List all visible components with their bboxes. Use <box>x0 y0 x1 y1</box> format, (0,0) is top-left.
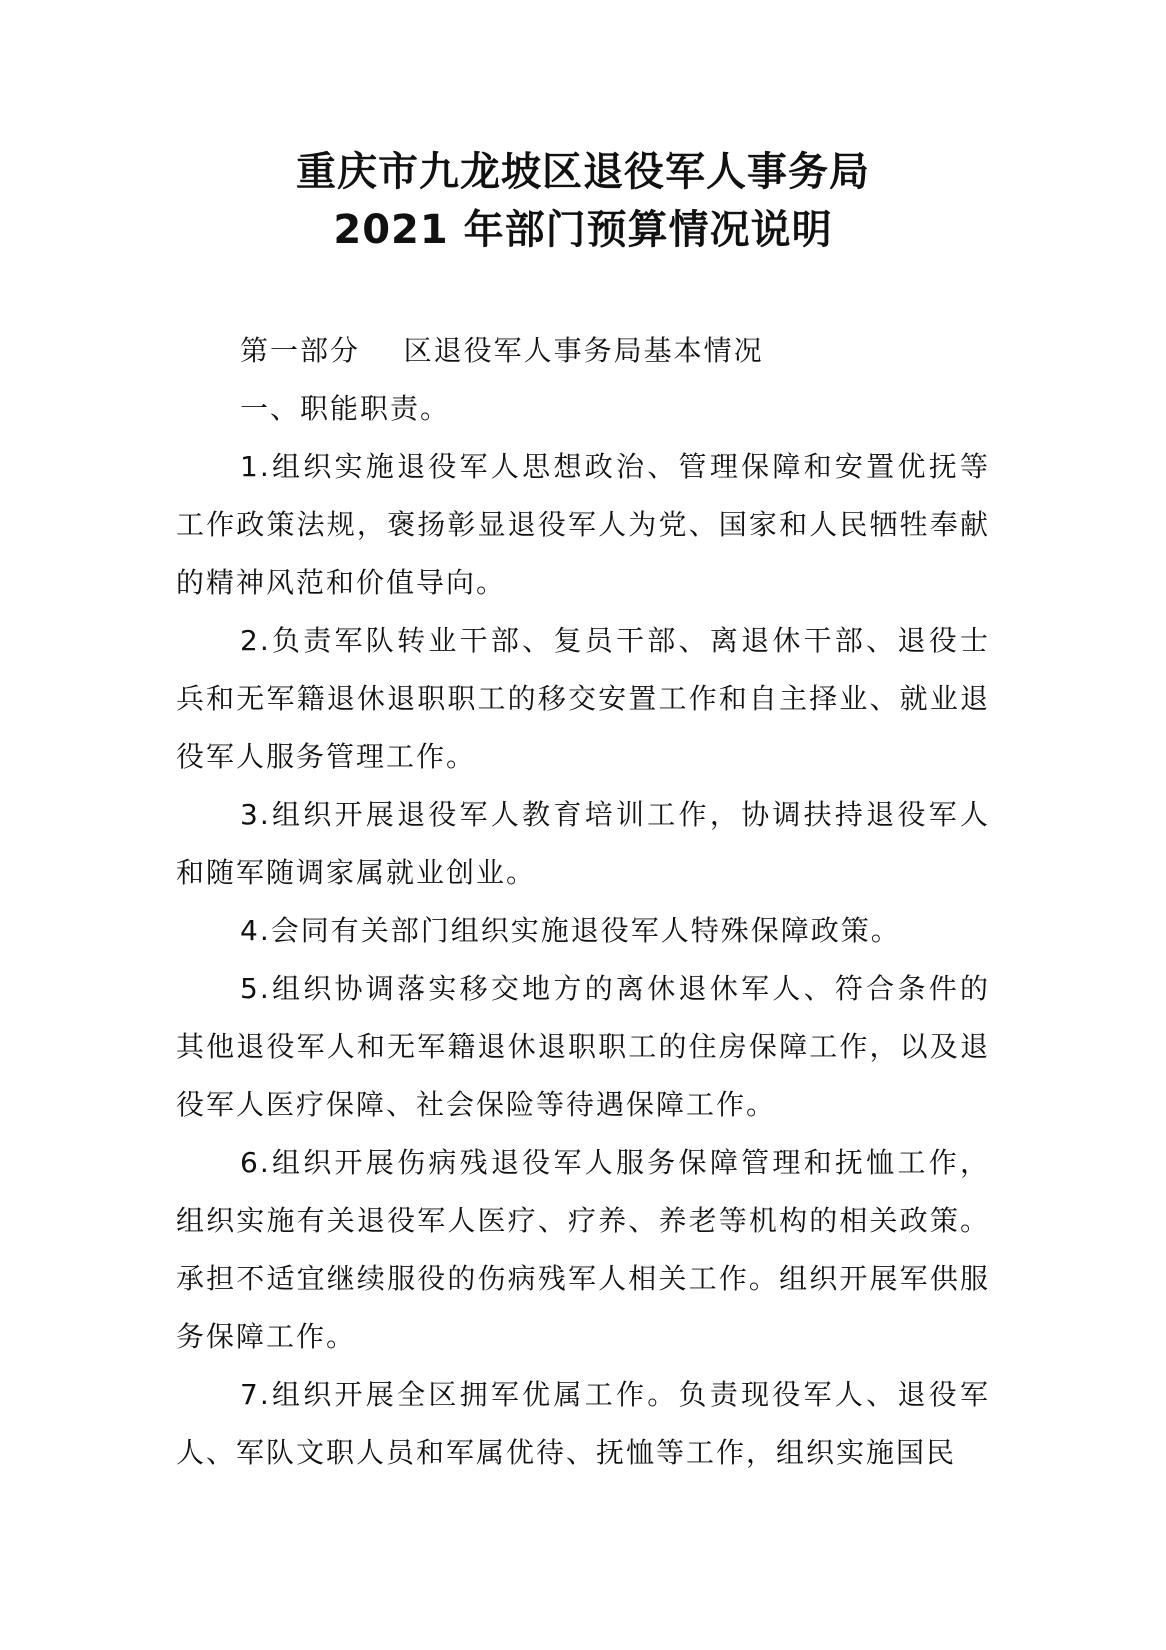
paragraph-2: 2.负责军队转业干部、复员干部、离退休干部、退役士兵和无军籍退休退职职工的移交安置工作和自主择业、就业退役军人服务管理工作。 <box>176 624 990 773</box>
paragraph-6: 6.组织开展伤病残退役军人服务保障管理和抚恤工作，组织实施有关退役军人医疗、疗养、养老等机构的相关政策。承担不适宜继续服役的伤病残军人相关工作。组织开展军供服务保障工作。 <box>176 1146 990 1353</box>
section-heading: 第一部分 区退役军人事务局基本情况 <box>240 334 764 367</box>
document-body <box>176 322 990 1482</box>
paragraph-7: 7.组织开展全区拥军优属工作。负责现役军人、退役军人、军队文职人员和军属优待、抚恤等工作，组织实施国民 <box>176 1378 990 1469</box>
paragraph-5: 5.组织协调落实移交地方的离休退休军人、符合条件的其他退役军人和无军籍退休退职职工的住房保障工作，以及退役军人医疗保障、社会保险等待遇保障工作。 <box>176 972 990 1121</box>
paragraph-1: 1.组织实施退役军人思想政治、管理保障和安置优抚等工作政策法规，褒扬彰显退役军人为党、国家和人民牺牲奉献的精神风范和价值导向。 <box>176 450 990 599</box>
subheading: 一、职能职责。 <box>240 392 451 425</box>
paragraph-3: 3.组织开展退役军人教育培训工作，协调扶持退役军人和随军随调家属就业创业。 <box>176 798 990 889</box>
document-title-line-1: 重庆市九龙坡区退役军人事务局 <box>296 149 870 195</box>
document-title-line-2: 2021 年部门预算情况说明 <box>333 207 833 253</box>
paragraph-4: 4.会同有关部门组织实施退役军人特殊保障政策。 <box>240 914 901 947</box>
